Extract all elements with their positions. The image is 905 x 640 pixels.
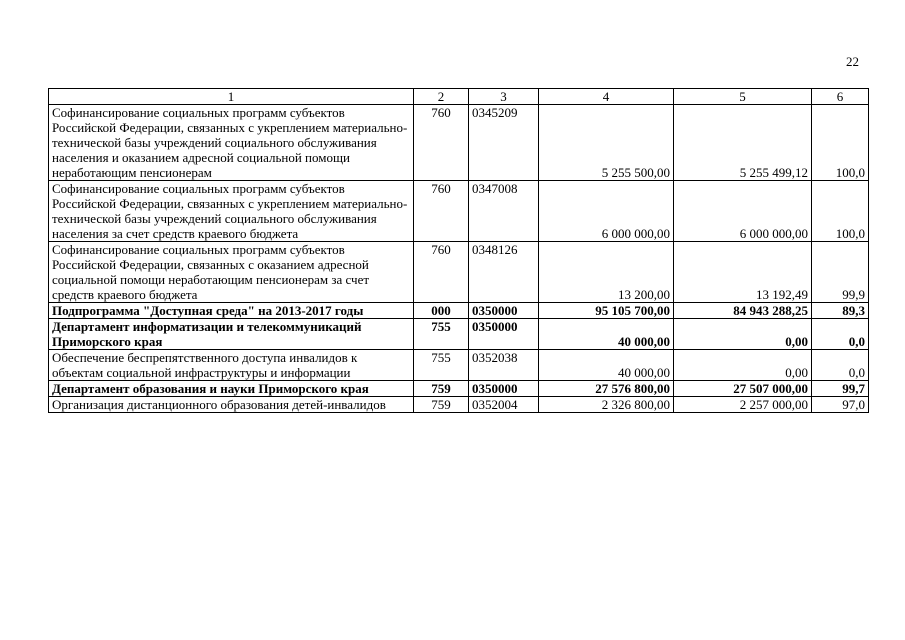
- header-cell: 1: [49, 89, 414, 105]
- row-code1-cell: 760: [414, 181, 469, 242]
- row-code1-cell: 755: [414, 319, 469, 350]
- row-code2-cell: 0348126: [469, 242, 539, 303]
- row-percent-cell: 89,3: [812, 303, 869, 319]
- row-code1-cell: 755: [414, 350, 469, 381]
- row-plan-cell: 40 000,00: [539, 319, 674, 350]
- row-name-cell: Софинансирование социальных программ субъектов Российской Федерации, связанных с оказанием адресной социальной помощи неработающим пенсионерам за счет средств краевого бюджета: [49, 242, 414, 303]
- header-cell: 2: [414, 89, 469, 105]
- row-name-cell: Департамент информатизации и телекоммуникаций Приморского края: [49, 319, 414, 350]
- row-fact-cell: 84 943 288,25: [674, 303, 812, 319]
- page-number: 22: [846, 54, 859, 69]
- table-row: [49, 181, 869, 242]
- row-fact-cell: 27 507 000,00: [674, 381, 812, 397]
- row-percent-cell: 0,0: [812, 319, 869, 350]
- budget-table: [48, 88, 869, 413]
- row-plan-cell: 6 000 000,00: [539, 181, 674, 242]
- row-name-cell: Подпрограмма "Доступная среда" на 2013-2017 годы: [49, 303, 414, 319]
- row-code1-cell: 760: [414, 242, 469, 303]
- table-row: [49, 319, 869, 350]
- row-code1-cell: 759: [414, 381, 469, 397]
- row-fact-cell: 6 000 000,00: [674, 181, 812, 242]
- row-name-cell: Софинансирование социальных программ субъектов Российской Федерации, связанных с укреплением материально-технической базы учреждений социального обслуживания населения и оказанием адресной социальной помощи неработающим пенсионерам: [49, 105, 414, 181]
- row-code2-cell: 0347008: [469, 181, 539, 242]
- row-fact-cell: 0,00: [674, 350, 812, 381]
- row-code1-cell: 760: [414, 105, 469, 181]
- row-percent-cell: 100,0: [812, 105, 869, 181]
- row-fact-cell: 2 257 000,00: [674, 397, 812, 413]
- row-percent-cell: 99,7: [812, 381, 869, 397]
- table-row: [49, 242, 869, 303]
- header-cell: 3: [469, 89, 539, 105]
- row-percent-cell: 0,0: [812, 350, 869, 381]
- row-fact-cell: 5 255 499,12: [674, 105, 812, 181]
- table-row: [49, 381, 869, 397]
- table-row: [49, 397, 869, 413]
- row-name-cell: Департамент образования и науки Приморского края: [49, 381, 414, 397]
- row-plan-cell: 95 105 700,00: [539, 303, 674, 319]
- row-fact-cell: 13 192,49: [674, 242, 812, 303]
- row-code2-cell: 0352038: [469, 350, 539, 381]
- row-code1-cell: 759: [414, 397, 469, 413]
- row-plan-cell: 13 200,00: [539, 242, 674, 303]
- row-percent-cell: 99,9: [812, 242, 869, 303]
- row-percent-cell: 97,0: [812, 397, 869, 413]
- row-name-cell: Софинансирование социальных программ субъектов Российской Федерации, связанных с укреплением материально-технической базы учреждений социального обслуживания населения за счет средств краевого бюджета: [49, 181, 414, 242]
- row-plan-cell: 2 326 800,00: [539, 397, 674, 413]
- row-code2-cell: 0345209: [469, 105, 539, 181]
- row-percent-cell: 100,0: [812, 181, 869, 242]
- row-code2-cell: 0352004: [469, 397, 539, 413]
- row-name-cell: Обеспечение беспрепятственного доступа инвалидов к объектам социальной инфраструктуры и информации: [49, 350, 414, 381]
- row-code2-cell: 0350000: [469, 303, 539, 319]
- row-fact-cell: 0,00: [674, 319, 812, 350]
- header-cell: 4: [539, 89, 674, 105]
- row-plan-cell: 40 000,00: [539, 350, 674, 381]
- row-plan-cell: 5 255 500,00: [539, 105, 674, 181]
- table-row: [49, 105, 869, 181]
- row-code2-cell: 0350000: [469, 319, 539, 350]
- table-row: [49, 350, 869, 381]
- row-code2-cell: 0350000: [469, 381, 539, 397]
- row-plan-cell: 27 576 800,00: [539, 381, 674, 397]
- header-cell: 5: [674, 89, 812, 105]
- row-name-cell: Организация дистанционного образования детей-инвалидов: [49, 397, 414, 413]
- table-header-row: [49, 89, 869, 105]
- row-code1-cell: 000: [414, 303, 469, 319]
- table-row: [49, 303, 869, 319]
- header-cell: 6: [812, 89, 869, 105]
